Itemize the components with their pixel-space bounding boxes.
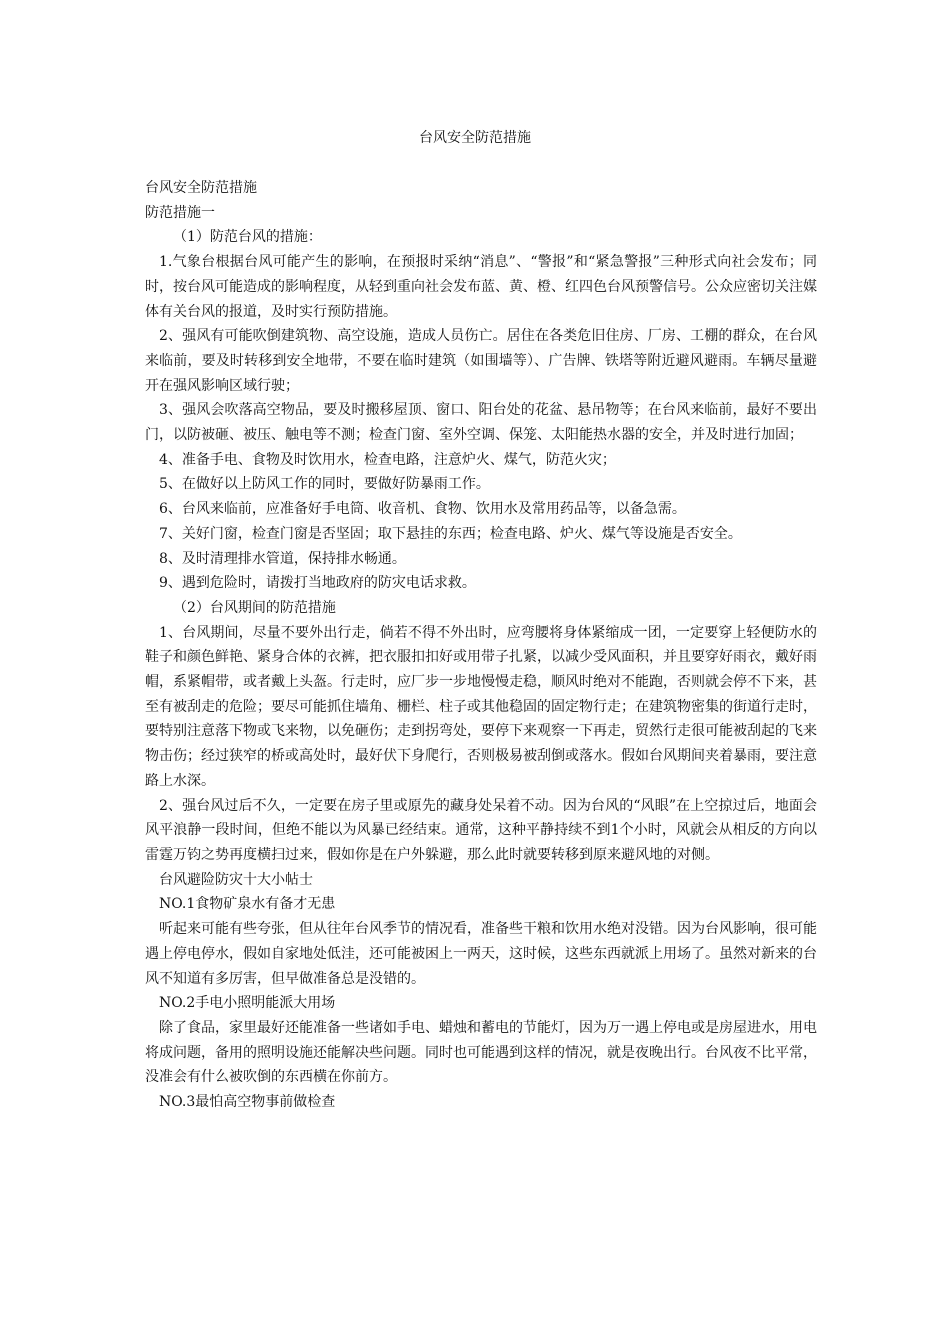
- tip-heading: NO.3最怕高空物事前做检查: [159, 1094, 336, 1111]
- body-paragraph: 2、强台风过后不久，一定要在房子里或原先的藏身处呆着不动。因为台风的“风眼”在上空掠过后，地面会风平浪静一段时间，但绝不能以为风暴已经结束。通常，这种平静持续不到1个小时，风就会从相反的方向以雷霆万钧之势再度横扫过来，假如你是在户外躲避，那么此时就要转移到原来避风地的对侧。: [145, 797, 817, 863]
- body-paragraph: 听起来可能有些夸张，但从往年台风季节的情况看，准备些干粮和饮用水绝对没错。因为台风影响，很可能遇上停电停水，假如自家地处低洼，还可能被困上一两天，这时候，这些东西就派上用场了。虽然对新来的台风不知道有多厉害，但早做准备总是没错的。: [145, 921, 817, 987]
- subsection-heading: 防范措施一: [145, 204, 215, 221]
- body-paragraph: 9、遇到危险时，请拨打当地政府的防灾电话求救。: [159, 575, 476, 592]
- body-paragraph: 3、强风会吹落高空物品，要及时搬移屋顶、窗口、阳台处的花盆、悬吊物等；在台风来临前，最好不要出门，以防被砸、被压、触电等不测；检查门窗、室外空调、保笼、太阳能热水器的安全，并及时进行加固；: [145, 402, 817, 444]
- document-title: 台风安全防范措施: [419, 130, 531, 146]
- list-heading: （1）防范台风的措施：: [173, 229, 322, 246]
- body-paragraph: 8、及时清理排水管道，保持排水畅通。: [159, 550, 406, 567]
- section-heading: 台风安全防范措施: [145, 180, 257, 196]
- body-paragraph: 1、台风期间，尽量不要外出行走，倘若不得不外出时，应弯腰将身体紧缩成一团，一定要穿上轻便防水的鞋子和颜色鲜艳、紧身合体的衣裤，把衣服扣扣好或用带子扎紧，以减少受风面积，并且要穿好雨衣，戴好雨帽，系紧帽带，或者戴上头盔。行走时，应厂步一步地慢慢走稳，顺风时绝对不能跑，否则就会停不下来，甚至有被刮走的危险；要尽可能抓住墙角、栅栏、柱子或其他稳固的固定物行走；在建筑物密集的街道行走时，要特别注意落下物或飞来物，以免砸伤；走到拐弯处，要停下来观察一下再走，贸然行走很可能被刮起的飞来物击伤；经过狭窄的桥或高处时，最好伏下身爬行，否则极易被刮倒或落水。假如台风期间夹着暴雨，要注意路上水深。: [145, 624, 817, 789]
- body-paragraph: 7、关好门窗，检查门窗是否坚固；取下悬挂的东西；检查电路、炉火、煤气等设施是否安全。: [159, 525, 742, 542]
- body-paragraph: 4、准备手电、食物及时饮用水，检查电路，注意炉火、煤气，防范火灾；: [159, 451, 616, 468]
- body-paragraph: 2、强风有可能吹倒建筑物、高空设施，造成人员伤亡。居住在各类危旧住房、厂房、工棚的群众，在台风来临前，要及时转移到安全地带，不要在临时建筑（如围墙等）、广告牌、铁塔等附近避风避雨。车辆尽量避开在强风影响区域行驶；: [145, 328, 817, 394]
- tip-heading: NO.2手电小照明能派大用场: [159, 995, 336, 1012]
- document-body: [145, 176, 817, 1115]
- body-paragraph: 1.气象台根据台风可能产生的影响，在预报时采纳“消息”、“警报”和“紧急警报”三种形式向社会发布；同时，按台风可能造成的影响程度，从轻到重向社会发布蓝、黄、橙、红四色台风预警信号。公众应密切关注媒体有关台风的报道，及时实行预防措施。: [145, 254, 817, 320]
- list-heading: （2）台风期间的防范措施: [173, 599, 336, 616]
- section-heading: 台风避险防灾十大小帖士: [159, 871, 313, 888]
- body-paragraph: 除了食品，家里最好还能准备一些诸如手电、蜡烛和蓄电的节能灯，因为万一遇上停电或是房屋进水，用电将成问题，备用的照明设施还能解决些问题。同时也可能遇到这样的情况，就是夜晚出行。台风夜不比平常，没准会有什么被吹倒的东西横在你前方。: [145, 1019, 817, 1086]
- tip-heading: NO.1食物矿泉水有备才无患: [159, 896, 336, 913]
- body-paragraph: 5、在做好以上防风工作的同时，要做好防暴雨工作。: [159, 476, 490, 493]
- body-paragraph: 6、台风来临前，应准备好手电筒、收音机、食物、饮用水及常用药品等，以备急需。: [159, 501, 686, 518]
